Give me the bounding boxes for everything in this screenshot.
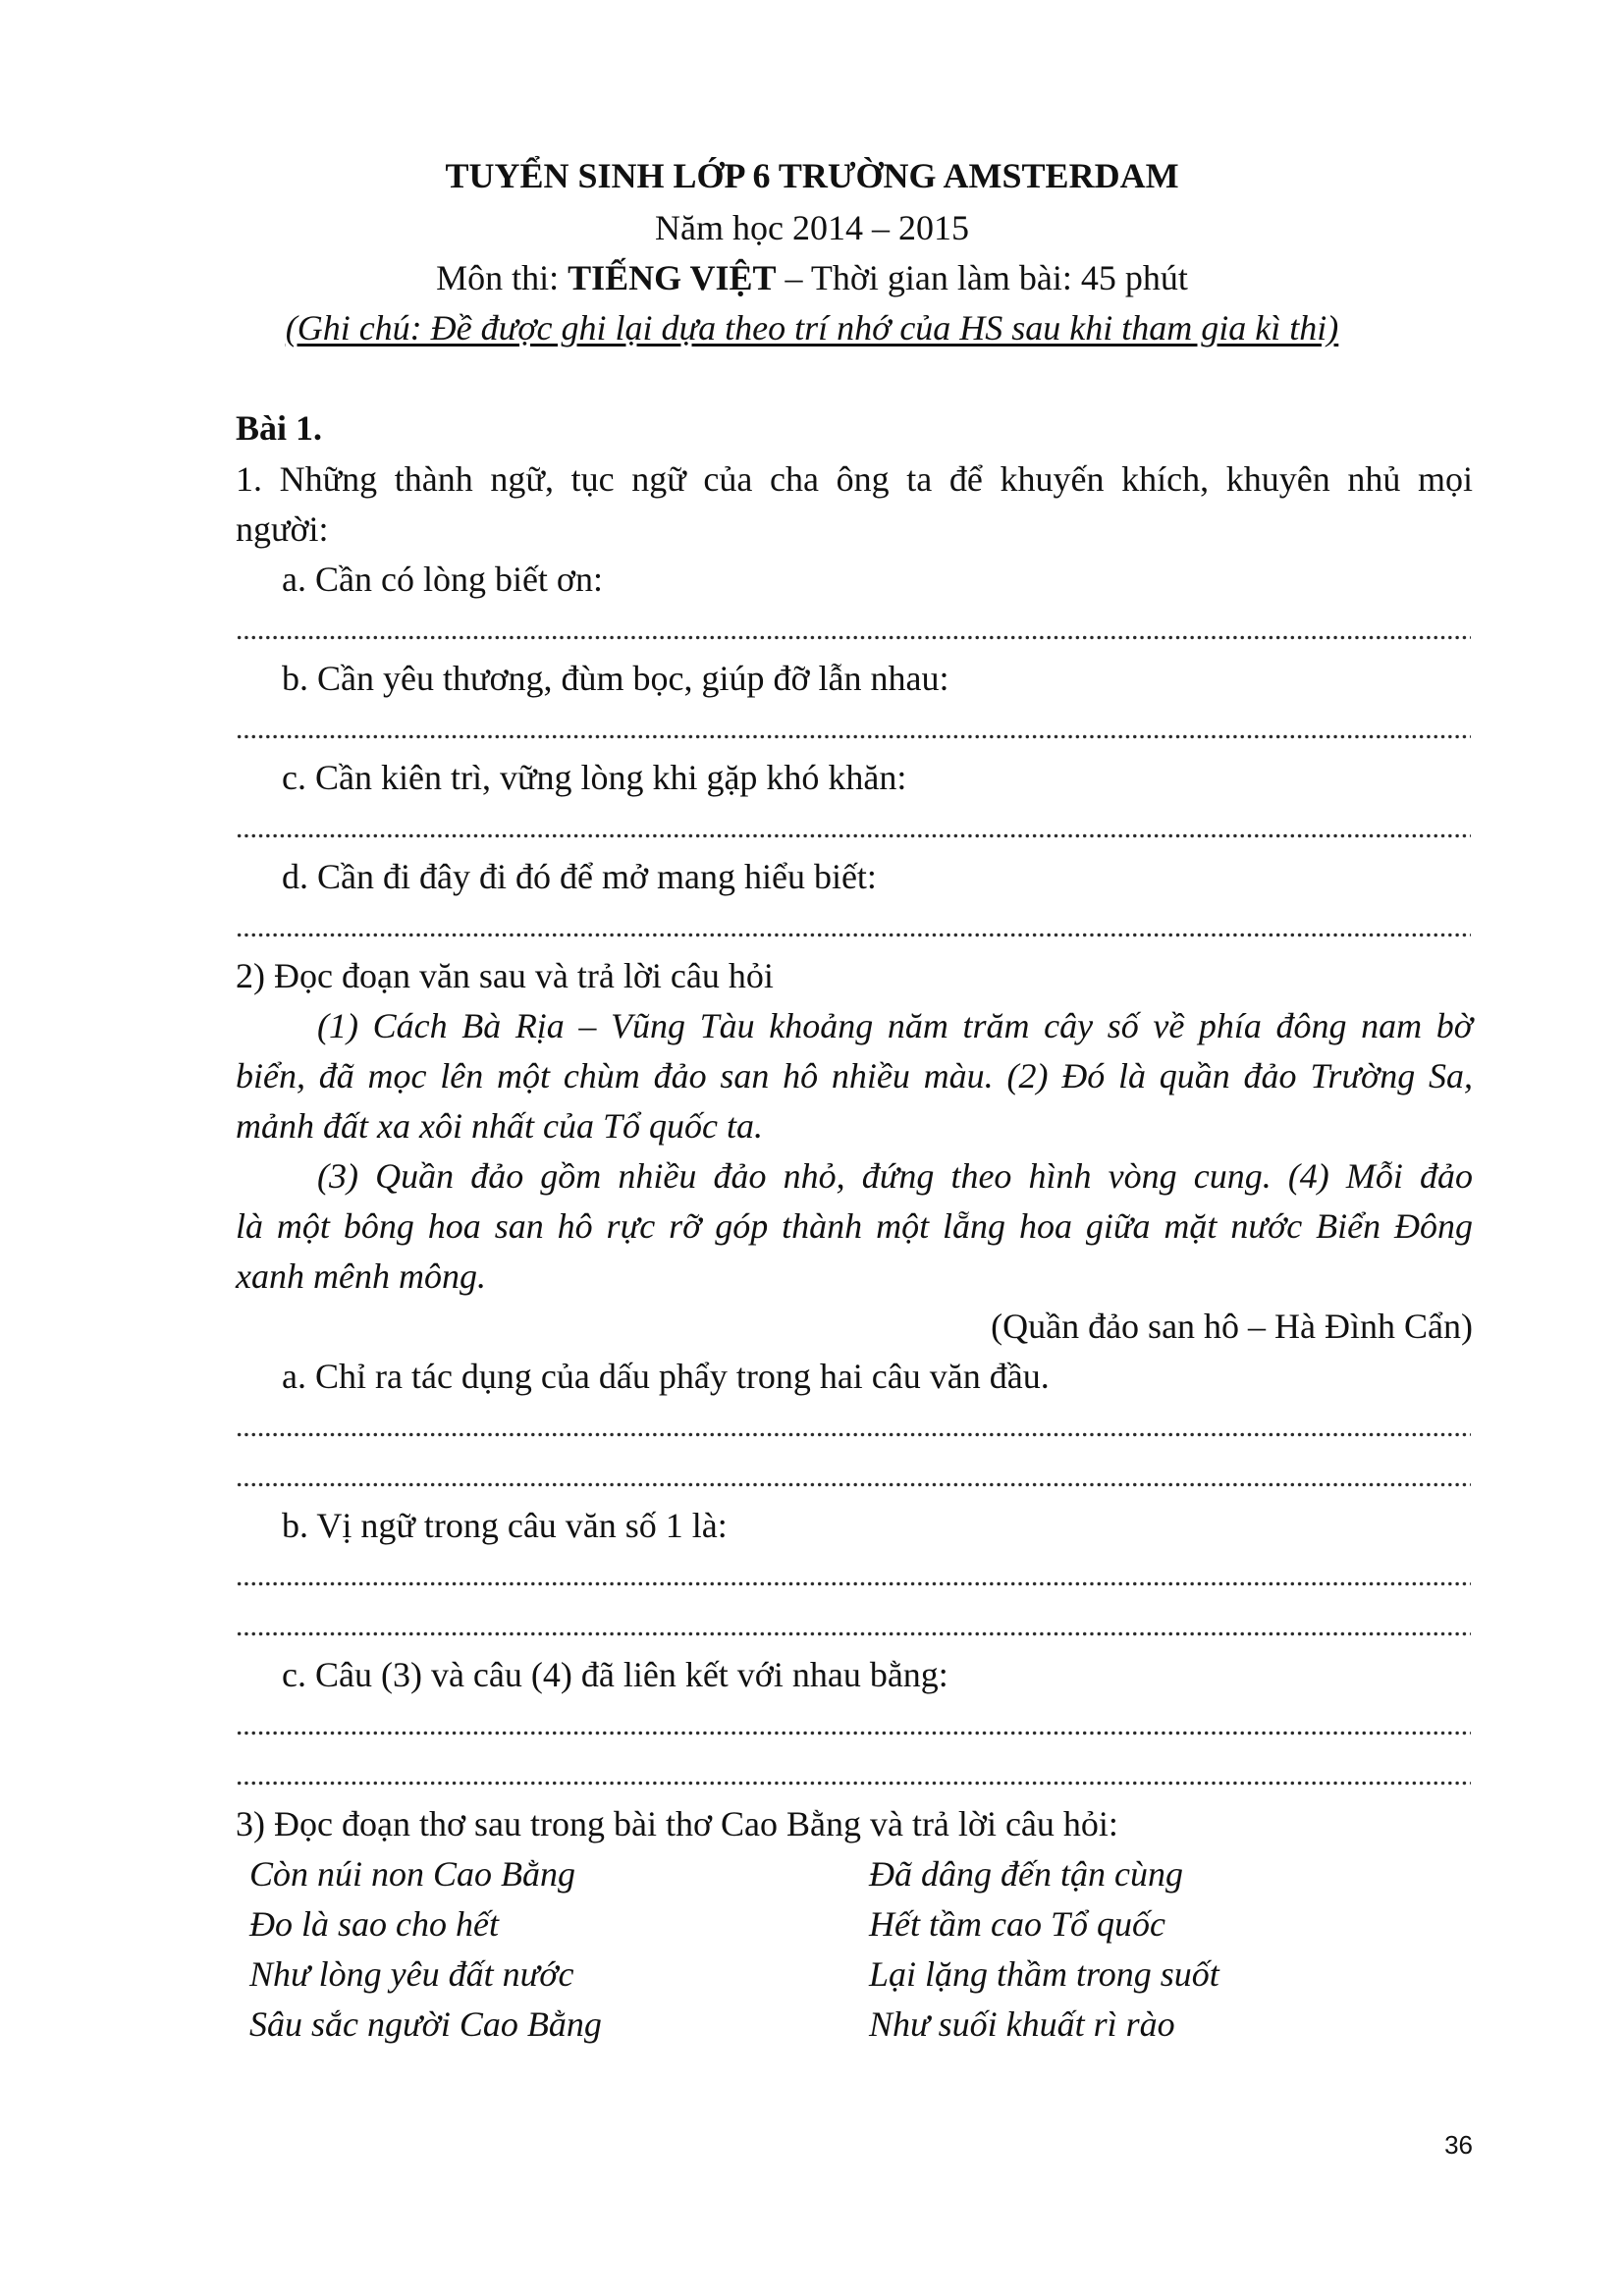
passage-line: xanh mênh mông. bbox=[236, 1256, 486, 1296]
q1-prompt-line1: 1. Những thành ngữ, tục ngữ của cha ông ta để khuyến khích, khuyên nhủ mọi bbox=[236, 459, 1473, 499]
poem-line-right: Hết tầm cao Tổ quốc bbox=[869, 1904, 1165, 1944]
q2-item-c: c. Câu (3) và câu (4) đã liên kết với nhau bằng: bbox=[282, 1655, 948, 1694]
passage-line: là một bông hoa san hô rực rỡ góp thành một lẵng hoa giữa mặt nước Biển Đông bbox=[236, 1206, 1473, 1246]
q1-item-c: c. Cần kiên trì, vững lòng khi gặp khó khăn: bbox=[282, 758, 907, 797]
answer-line bbox=[236, 1482, 1471, 1487]
answer-line bbox=[236, 1432, 1471, 1437]
answer-line bbox=[236, 1781, 1471, 1786]
answer-line bbox=[236, 734, 1471, 739]
subject-prefix: Môn thi: bbox=[436, 258, 568, 297]
q1-prompt-line2: người: bbox=[236, 509, 329, 549]
q1-item-a: a. Cần có lòng biết ơn: bbox=[282, 560, 603, 599]
section-title: Bài 1. bbox=[236, 408, 323, 448]
poem-line-right: Lại lặng thầm trong suốt bbox=[869, 1954, 1219, 1994]
subject-line bbox=[0, 256, 1624, 299]
answer-line bbox=[236, 1581, 1471, 1586]
passage-line: biển, đã mọc lên một chùm đảo san hô nhiều màu. (2) Đó là quần đảo Trường Sa, bbox=[236, 1056, 1473, 1095]
q2-item-b: b. Vị ngữ trong câu văn số 1 là: bbox=[282, 1506, 728, 1545]
answer-line bbox=[236, 1731, 1471, 1735]
page-number: 36 bbox=[1444, 2130, 1473, 2160]
passage-source: (Quần đảo san hô – Hà Đình Cẩn) bbox=[991, 1307, 1473, 1346]
answer-line bbox=[236, 1631, 1471, 1636]
passage-line: (1) Cách Bà Rịa – Vũng Tàu khoảng năm trăm cây số về phía đông nam bờ bbox=[317, 1006, 1473, 1045]
poem-line-left: Sâu sắc người Cao Bằng bbox=[249, 2004, 602, 2044]
subject-suffix: – Thời gian làm bài: 45 phút bbox=[776, 258, 1188, 297]
answer-line bbox=[236, 635, 1471, 640]
exam-title: TUYỂN SINH LỚP 6 TRƯỜNG AMSTERDAM bbox=[445, 156, 1179, 195]
poem-line-left: Như lòng yêu đất nước bbox=[249, 1954, 574, 1994]
q3-prompt: 3) Đọc đoạn thơ sau trong bài thơ Cao Bằng và trả lời câu hỏi: bbox=[236, 1804, 1118, 1843]
poem-line-left: Đo là sao cho hết bbox=[249, 1904, 499, 1944]
subject-name: TIẾNG VIỆT bbox=[568, 258, 777, 297]
poem-line-left: Còn núi non Cao Bằng bbox=[249, 1854, 576, 1894]
answer-line bbox=[236, 833, 1471, 838]
q2-item-a: a. Chỉ ra tác dụng của dấu phẩy trong hai câu văn đầu. bbox=[282, 1357, 1050, 1396]
exam-note: (Ghi chú: Đề được ghi lại dựa theo trí nhớ của HS sau khi tham gia kì thi) bbox=[285, 308, 1339, 347]
passage-line: (3) Quần đảo gồm nhiều đảo nhỏ, đứng theo hình vòng cung. (4) Mỗi đảo bbox=[317, 1156, 1473, 1196]
poem-line-right: Như suối khuất rì rào bbox=[869, 2004, 1175, 2044]
q1-item-b: b. Cần yêu thương, đùm bọc, giúp đỡ lẫn nhau: bbox=[282, 659, 949, 698]
school-year: Năm học 2014 – 2015 bbox=[655, 208, 969, 247]
q2-prompt: 2) Đọc đoạn văn sau và trả lời câu hỏi bbox=[236, 956, 774, 995]
poem-line-right: Đã dâng đến tận cùng bbox=[869, 1854, 1183, 1894]
answer-line bbox=[236, 933, 1471, 937]
q1-item-d: d. Cần đi đây đi đó để mở mang hiểu biết: bbox=[282, 857, 877, 896]
passage-line: mảnh đất xa xôi nhất của Tổ quốc ta. bbox=[236, 1106, 763, 1146]
